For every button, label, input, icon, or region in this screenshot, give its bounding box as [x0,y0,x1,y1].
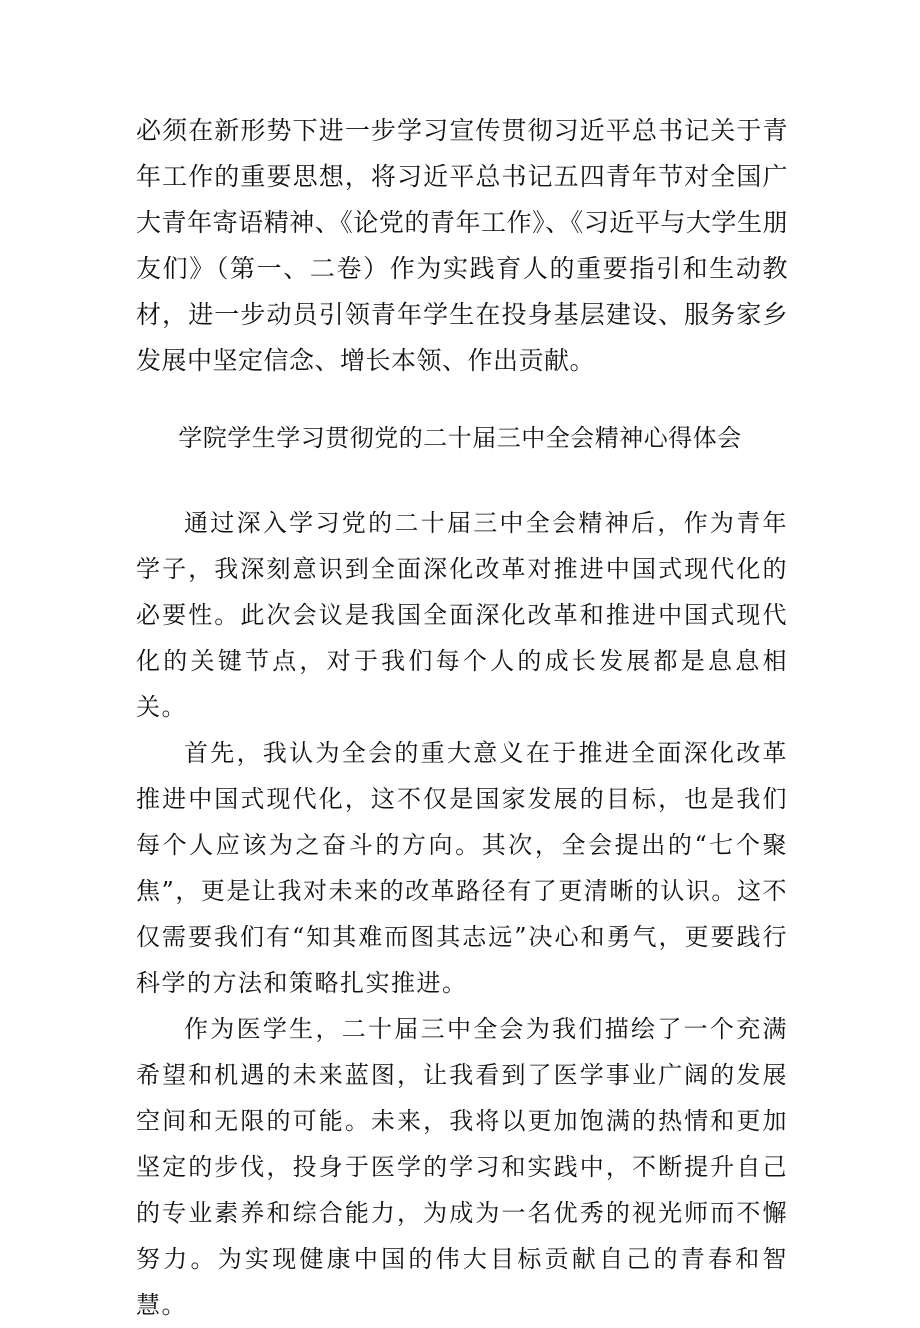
intro-paragraph: 必须在新形势下进一步学习宣传贯彻习近平总书记关于青年工作的重要思想，将习近平总书记五四青年节对全国广大青年寄语精神、《论党的青年工作》、《习近平与大学生朋友们》（第一、二卷）作为实践育人的重要指引和生动教材，进一步动员引领青年学生在投身基层建设、服务家乡发展中坚定信念、增长本领、作出贡献。 [136,116,788,375]
article-body [136,500,788,1328]
body-paragraph-3: 作为医学生，二十届三中全会为我们描绘了一个充满希望和机遇的未来蓝图，让我看到了医学事业广阔的发展空间和无限的可能。未来，我将以更加饱满的热情和更加坚定的步伐，投身于医学的学习和实践中，不断提升自己的专业素养和综合能力，为成为一名优秀的视光师而不懈努力。为实现健康中国的伟大目标贡献自己的青春和智慧。 [136,1015,788,1319]
body-paragraph-2: 首先，我认为全会的重大意义在于推进全面深化改革推进中国式现代化，这不仅是国家发展的目标，也是我们每个人应该为之奋斗的方向。其次，全会提出的“七个聚焦”，更是让我对未来的改革路径有了更清晰的认识。这不仅需要我们有“知其难而图其志远”决心和勇气，更要践行科学的方法和策略扎实推进。 [136,739,788,997]
body-paragraph-1: 通过深入学习党的二十届三中全会精神后，作为青年学子，我深刻意识到全面深化改革对推进中国式现代化的必要性。此次会议是我国全面深化改革和推进中国式现代化的关键节点，对于我们每个人的成长发展都是息息相关。 [136,509,788,721]
section-title: 学院学生学习贯彻党的二十届三中全会精神心得体会 [178,424,742,452]
